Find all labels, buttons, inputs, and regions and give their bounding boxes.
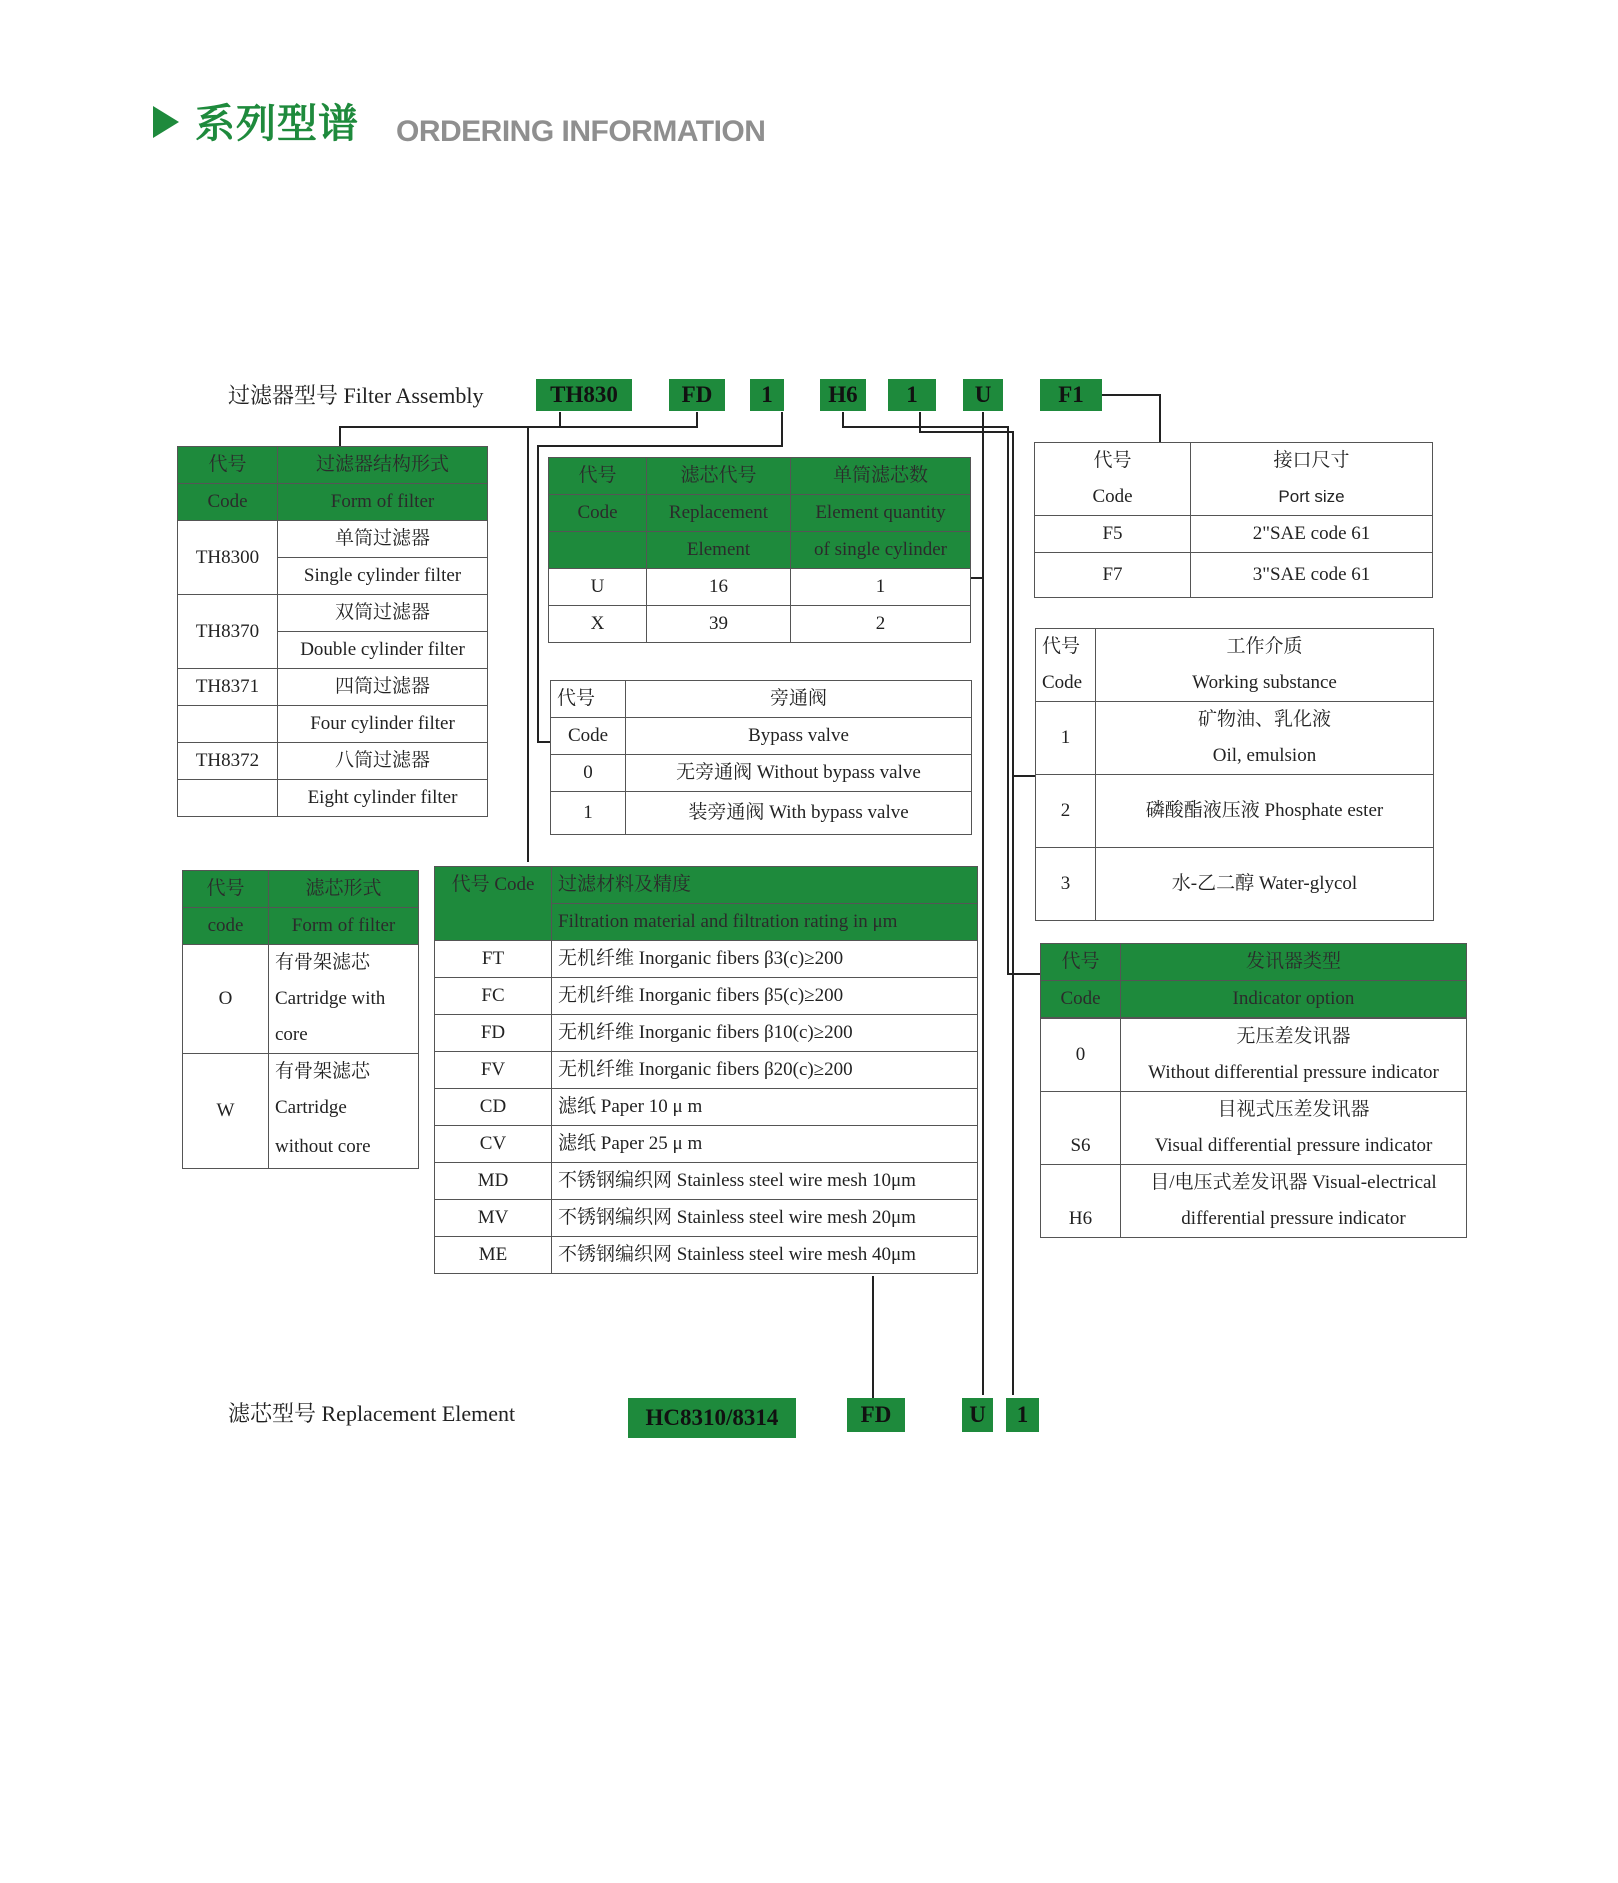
assembly-code-bypass: 1 [750, 379, 784, 411]
page-title: 系列型谱 [195, 101, 359, 147]
table-row: TH8371 四筒过滤器 [178, 669, 488, 706]
table-row: 目/电压式差发讯器 Visual-electrical [1041, 1165, 1467, 1202]
table-row: Four cylinder filter [178, 706, 488, 743]
assembly-code-port: F1 [1040, 379, 1102, 411]
table-row: core [183, 1017, 419, 1054]
table-row: 1 矿物油、乳化液 [1036, 702, 1434, 739]
table-row: Cartridge [183, 1090, 419, 1126]
bypass-valve-table: 代号 旁通阀 Code Bypass valve 0 无旁通阀 Without bypass valve 1 装旁通阀 With bypass valve [550, 680, 972, 835]
table-row: H6 differential pressure indicator [1041, 1201, 1467, 1238]
assembly-code-series: TH830 [536, 379, 632, 411]
table-row: FC 无机纤维 Inorganic fibers β5(c)≥200 [435, 978, 978, 1015]
table-row: 1 装旁通阀 With bypass valve [551, 792, 972, 835]
page-subtitle: ORDERING INFORMATION [396, 115, 766, 148]
filtration-material-table: 代号 Code 过滤材料及精度 Filtration material and filtration rating in μm FT 无机纤维 Inorganic fibers β3(c)≥200 FC 无机纤维 Inorganic fibers β5(c)≥200 FD 无机纤维 Inorganic fibers β10(c)≥200 FV 无机纤维 Inorganic fibers β20(c)≥200 CD 滤纸 Paper 10 μ m CV 滤纸 Paper 25 μ m MD 不锈钢编织网 Stainless steel wire mesh 10μm MV 不锈钢编织网 Stainless steel wire mesh 20μm ME 不锈钢编织网 Stainless steel wire mesh 40μm [434, 866, 978, 1274]
table-row: MD 不锈钢编织网 Stainless steel wire mesh 10μm [435, 1163, 978, 1200]
table-header: 代号 [178, 447, 278, 484]
table-row: 3 水-乙二醇 Water-glycol [1036, 848, 1434, 921]
element-label: 滤芯型号 Replacement Element [228, 1401, 516, 1426]
table-header: Form of filter [278, 484, 488, 521]
element-code-material: FD [847, 1398, 905, 1432]
table-row: CD 滤纸 Paper 10 μ m [435, 1089, 978, 1126]
table-row: U 16 1 [549, 569, 971, 606]
assembly-label: 过滤器型号 Filter Assembly [228, 383, 484, 408]
table-row: MV 不锈钢编织网 Stainless steel wire mesh 20μm [435, 1200, 978, 1237]
assembly-code-material: FD [669, 379, 725, 411]
table-header: 过滤器结构形式 [278, 447, 488, 484]
table-row: Single cylinder filter [178, 558, 488, 595]
table-row: without core [183, 1126, 419, 1169]
element-code-series: HC8310/8314 [628, 1398, 796, 1438]
table-row: Oil, emulsion [1036, 738, 1434, 775]
table-row: X 39 2 [549, 606, 971, 643]
table-row: O 有骨架滤芯 [183, 945, 419, 982]
table-row: 2 磷酸酯液压液 Phosphate ester [1036, 775, 1434, 848]
table-row: 目视式压差发讯器 [1041, 1092, 1467, 1129]
table-row: 0 无旁通阀 Without bypass valve [551, 755, 972, 792]
table-row: FV 无机纤维 Inorganic fibers β20(c)≥200 [435, 1052, 978, 1089]
table-row: TH8372 八筒过滤器 [178, 743, 488, 780]
working-substance-table: 代号 工作介质 Code Working substance 1 矿物油、乳化液 Oil, emulsion 2 磷酸酯液压液 Phosphate ester 3 水-乙二醇 Water-glycol [1035, 628, 1434, 921]
table-row: Cartridge with [183, 981, 419, 1017]
table-row: S6 Visual differential pressure indicator [1041, 1128, 1467, 1165]
table-row: F5 2"SAE code 61 [1035, 516, 1433, 553]
table-row: TH8300 单筒过滤器 [178, 521, 488, 558]
port-size-table: 代号 接口尺寸 Code Port size F5 2"SAE code 61 F7 3"SAE code 61 [1034, 442, 1433, 598]
table-row: W 有骨架滤芯 [183, 1054, 419, 1091]
table-row: FT 无机纤维 Inorganic fibers β3(c)≥200 [435, 941, 978, 978]
assembly-code-medium: 1 [888, 379, 936, 411]
table-row: Eight cylinder filter [178, 780, 488, 817]
element-quantity-table: 代号 滤芯代号 单筒滤芯数 Code Replacement Element quantity Element of single cylinder U 16 1 X 39 2 [548, 457, 971, 643]
table-row: Double cylinder filter [178, 632, 488, 669]
table-row: CV 滤纸 Paper 25 μ m [435, 1126, 978, 1163]
element-code-quantity: 1 [1006, 1398, 1039, 1432]
core-form-table: 代号 滤芯形式 code Form of filter O 有骨架滤芯 Cartridge with core W 有骨架滤芯 Cartridge without core [182, 870, 419, 1169]
form-of-filter-table [177, 446, 488, 817]
assembly-code-indicator: H6 [820, 379, 866, 411]
table-header: Code [178, 484, 278, 521]
indicator-option-table: 代号 发讯器类型 Code Indicator option 0 无压差发讯器 Without differential pressure indicator 目视式压差发讯器 S6 Visual differential pressure indicator 目/电压式差发讯器 Visual-electrical H6 differential pressure indicator [1040, 943, 1467, 1238]
table-row: FD 无机纤维 Inorganic fibers β10(c)≥200 [435, 1015, 978, 1052]
table-row: Without differential pressure indicator [1041, 1055, 1467, 1092]
element-code-size: U [962, 1398, 993, 1432]
table-row: ME 不锈钢编织网 Stainless steel wire mesh 40μm [435, 1237, 978, 1274]
table-row: F7 3"SAE code 61 [1035, 553, 1433, 598]
table-row: 0 无压差发讯器 [1041, 1019, 1467, 1056]
table-row: TH8370 双筒过滤器 [178, 595, 488, 632]
assembly-code-element: U [963, 379, 1003, 411]
